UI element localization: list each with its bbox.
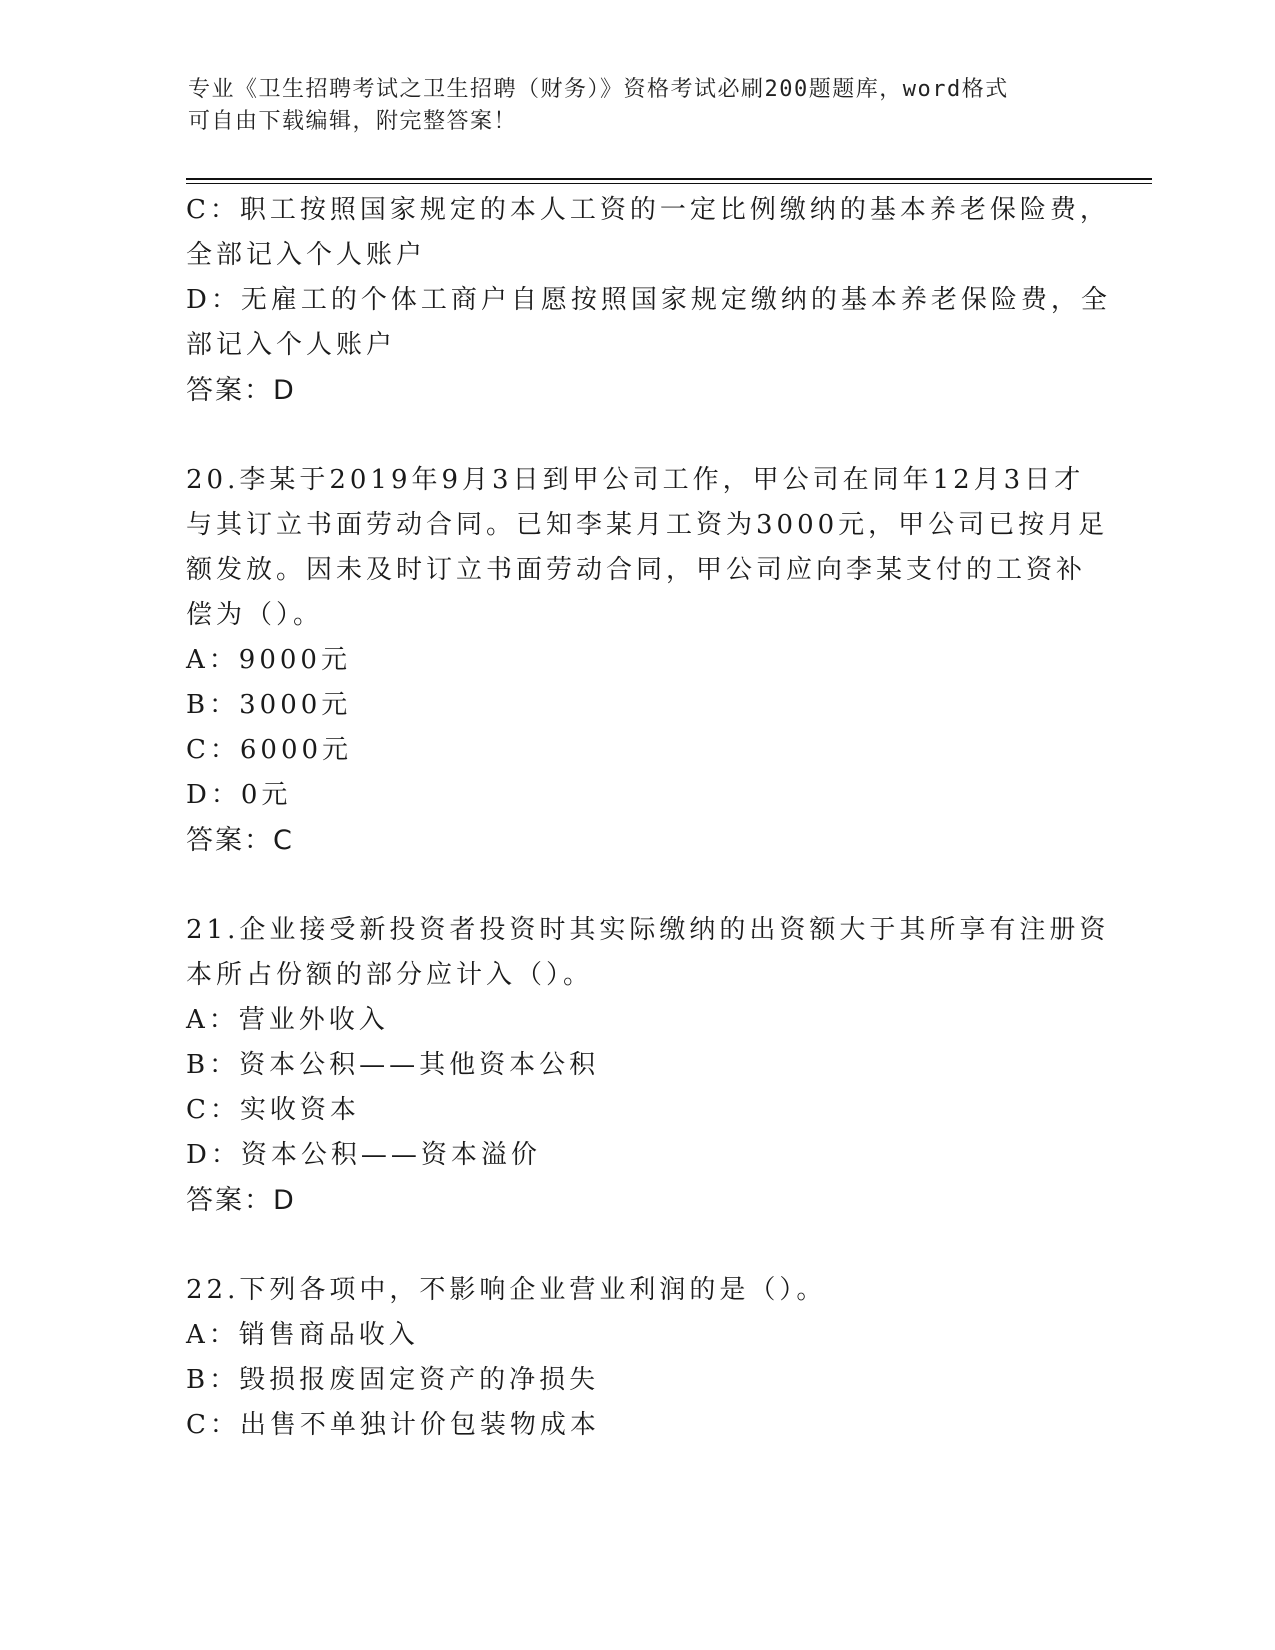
option-c: C：出售不单独计价包装物成本 bbox=[186, 1410, 600, 1440]
question-20 bbox=[186, 458, 1109, 863]
question-21 bbox=[186, 908, 1110, 1223]
option-c: C：职工按照国家规定的本人工资的一定比例缴纳的基本养老保险费， bbox=[186, 195, 1110, 225]
question-stem-continued: 额发放。因未及时订立书面劳动合同，甲公司应向李某支付的工资补 bbox=[186, 555, 1087, 585]
option-c: C：实收资本 bbox=[186, 1095, 360, 1125]
question-stem-continued: 偿为（）。 bbox=[186, 600, 324, 630]
option-c-continued: 全部记入个人账户 bbox=[186, 240, 427, 270]
option-b: B：资本公积——其他资本公积 bbox=[186, 1050, 600, 1080]
question-stem: 22.下列各项中，不影响企业营业利润的是（）。 bbox=[186, 1275, 827, 1305]
answer: 答案：D bbox=[186, 375, 296, 406]
question-19-tail bbox=[186, 188, 1111, 413]
question-stem: 20.李某于2019年9月3日到甲公司工作，甲公司在同年12月3日才 bbox=[186, 465, 1085, 495]
option-d: D：资本公积——资本溢价 bbox=[186, 1140, 541, 1170]
spacer bbox=[186, 1223, 1086, 1268]
header-divider-thick bbox=[186, 178, 1152, 180]
question-stem-continued: 与其订立书面劳动合同。已知李某月工资为3000元，甲公司已按月足 bbox=[186, 510, 1109, 540]
option-d: D：0元 bbox=[186, 780, 292, 810]
header-divider-thin bbox=[186, 183, 1152, 184]
answer: 答案：D bbox=[186, 1185, 296, 1216]
option-d: D：无雇工的个体工商户自愿按照国家规定缴纳的基本养老保险费，全 bbox=[186, 285, 1111, 315]
header-title-line-1: 专业《卫生招聘考试之卫生招聘（财务）》资格考试必刷200题题库，word格式 bbox=[188, 77, 1009, 102]
option-c: C：6000元 bbox=[186, 735, 353, 765]
spacer bbox=[186, 863, 1086, 908]
option-d-continued: 部记入个人账户 bbox=[186, 330, 397, 360]
question-22 bbox=[186, 1268, 1086, 1448]
option-a: A：9000元 bbox=[186, 645, 351, 675]
option-a: A：营业外收入 bbox=[186, 1005, 389, 1035]
option-b: B：毁损报废固定资产的净损失 bbox=[186, 1365, 600, 1395]
question-stem-continued: 本所占份额的部分应计入（）。 bbox=[186, 960, 594, 990]
question-stem: 21.企业接受新投资者投资时其实际缴纳的出资额大于其所享有注册资 bbox=[186, 915, 1110, 945]
option-a: A：销售商品收入 bbox=[186, 1320, 419, 1350]
document-header bbox=[188, 74, 1088, 138]
question-list bbox=[186, 188, 1111, 1448]
option-b: B：3000元 bbox=[186, 690, 352, 720]
answer: 答案：C bbox=[186, 825, 294, 856]
header-title-line-2: 可自由下载编辑，附完整答案！ bbox=[188, 109, 518, 134]
spacer bbox=[186, 413, 1086, 458]
